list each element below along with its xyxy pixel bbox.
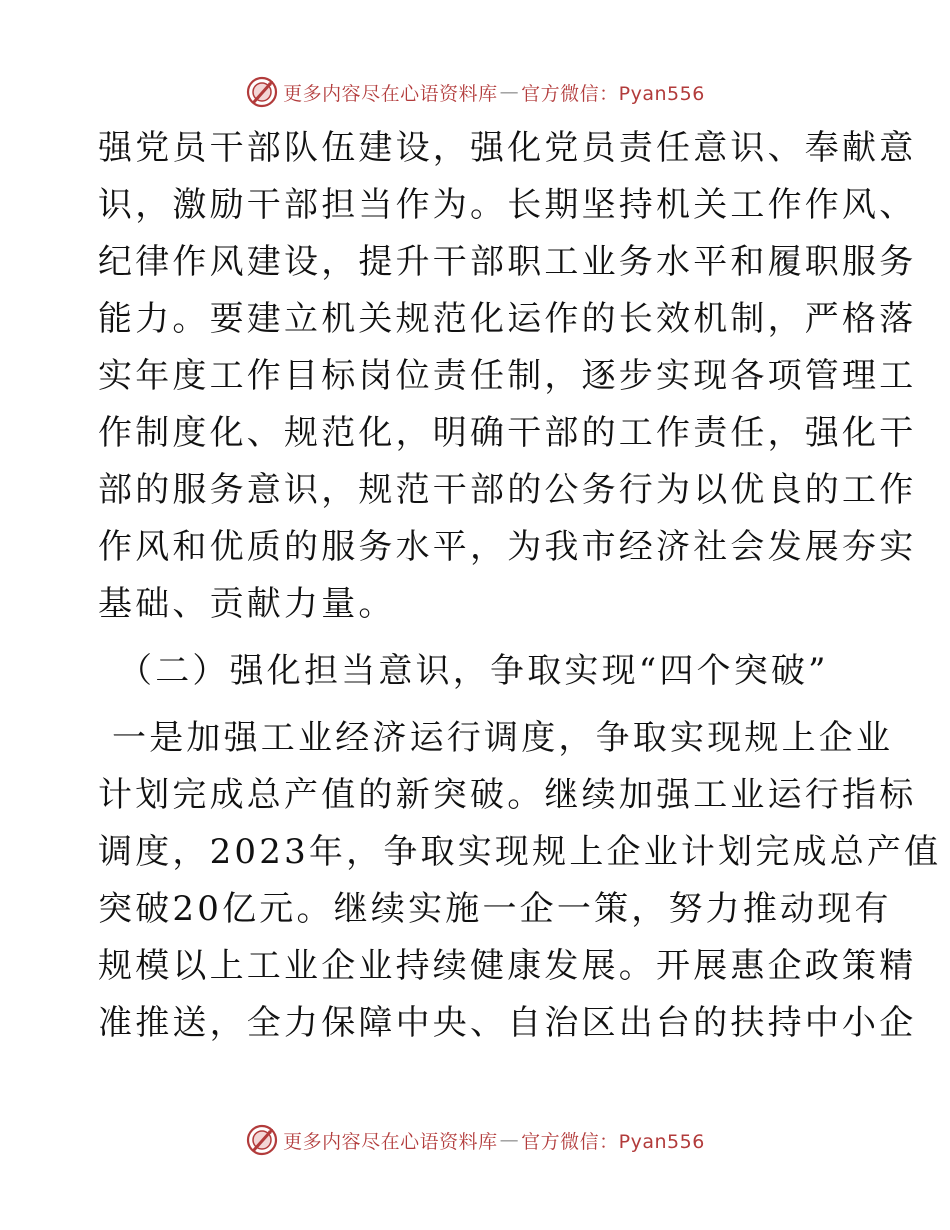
logo-icon [245,75,279,109]
text-line: 能力。要建立机关规范化运作的长效机制，严格落 [98,299,917,339]
text-line: 部的服务意识，规范干部的公务行为以优良的工作 [98,470,917,510]
text-line: 纪律作风建设，提升干部职工业务水平和履职服务 [98,242,917,282]
watermark-text: 更多内容尽在心语资料库 [283,82,498,105]
text-line: 实年度工作目标岗位责任制，逐步实现各项管理工 [98,356,917,396]
text-line: 基础、贡献力量。 [98,584,396,624]
text-line: 作风和优质的服务水平，为我市经济社会发展夯实 [98,527,917,567]
text-line: 计划完成总产值的新突破。继续加强工业运行指标 [98,775,917,815]
text-line: 突破20亿元。继续实施一企一策，努力推动现有 [98,889,892,929]
watermark-contact: 官方微信：Pyan556 [521,1130,705,1153]
text-line: 规模以上工业企业持续健康发展。开展惠企政策精 [98,946,917,986]
text-line: 作制度化、规范化，明确干部的工作责任，强化干 [98,413,917,453]
watermark-separator: — [499,1129,520,1151]
text-line: 准推送，全力保障中央、自治区出台的扶持中小企 [98,1003,917,1043]
logo-icon [245,1123,279,1157]
text-line: 强党员干部队伍建设，强化党员责任意识、奉献意 [98,128,917,168]
watermark-text: 更多内容尽在心语资料库 [283,1130,498,1153]
text-line: 一是加强工业经济运行调度，争取实现规上企业 [112,718,894,758]
footer-watermark [0,1120,950,1160]
watermark-separator: — [499,81,520,103]
header-watermark [0,72,950,112]
text-line: 识，激励干部担当作为。长期坚持机关工作作风、 [98,185,917,225]
document-body [98,120,942,1052]
paragraph-1 [98,120,917,633]
text-line: 调度，2023年，争取实现规上企业计划完成总产值 [98,832,942,872]
watermark-contact: 官方微信：Pyan556 [521,82,705,105]
paragraph-2 [98,710,942,1052]
section-heading: （二）强化担当意识，争取实现“四个突破” [118,651,829,691]
